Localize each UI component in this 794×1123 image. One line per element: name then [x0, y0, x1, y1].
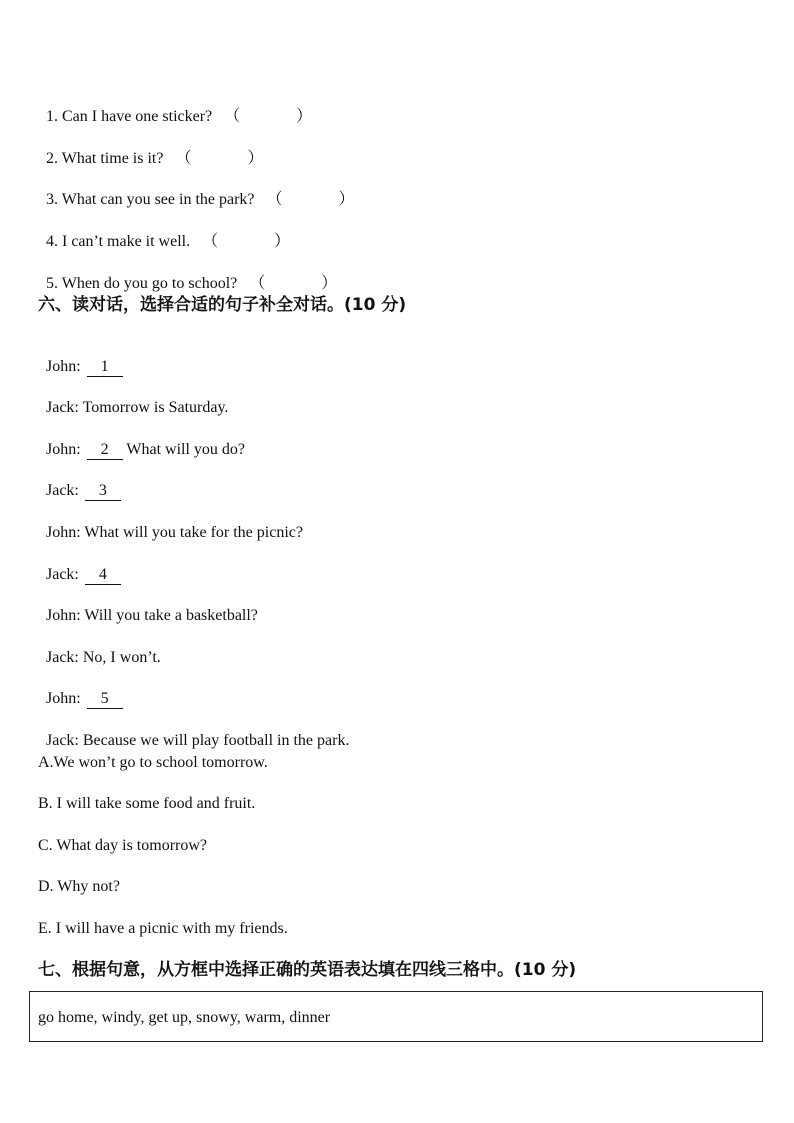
- speaker: John:: [46, 690, 81, 707]
- question-4: [38, 212, 290, 252]
- question-text: 3. What can you see in the park?: [46, 191, 255, 208]
- dialogue-text: Tomorrow is Saturday.: [82, 399, 229, 416]
- answer-parentheses: （ ）: [202, 233, 291, 250]
- dialogue-line-10: [38, 711, 349, 751]
- word-box-text: go home, windy, get up, snowy, warm, dinner: [38, 1009, 331, 1026]
- question-text: 5. When do you go to school?: [46, 275, 238, 292]
- speaker: Jack:: [46, 399, 79, 416]
- word-box: [29, 991, 763, 1042]
- speaker: John:: [46, 524, 81, 541]
- question-2: [38, 129, 264, 169]
- answer-parentheses: （ ）: [224, 108, 313, 125]
- question-3: [38, 170, 355, 210]
- speaker: John:: [46, 441, 81, 458]
- answer-parentheses: （ ）: [249, 275, 338, 292]
- speaker: Jack:: [46, 566, 79, 583]
- speaker: Jack:: [46, 649, 79, 666]
- speaker: John:: [46, 607, 81, 624]
- fill-blank[interactable]: 1: [87, 358, 123, 377]
- speaker: John:: [46, 358, 81, 375]
- dialogue-line-9: [38, 669, 123, 709]
- speaker: Jack:: [46, 732, 79, 749]
- fill-blank[interactable]: 5: [87, 690, 123, 709]
- question-text: 1. Can I have one sticker?: [46, 108, 213, 125]
- option-c: C. What day is tomorrow?: [38, 837, 208, 854]
- question-text: 4. I can’t make it well.: [46, 233, 191, 250]
- section-6-heading: 六、读对话，选择合适的句子补全对话。(10 分): [38, 295, 407, 315]
- fill-blank[interactable]: 3: [85, 482, 121, 501]
- dialogue-text: Will you take a basketball?: [84, 607, 258, 624]
- dialogue-text: What will you take for the picnic?: [84, 524, 303, 541]
- dialogue-line-8: [38, 628, 161, 668]
- option-a: A.We won’t go to school tomorrow.: [38, 754, 268, 771]
- question-text: 2. What time is it?: [46, 150, 164, 167]
- option-e: E. I will have a picnic with my friends.: [38, 920, 288, 937]
- dialogue-line-7: [38, 586, 258, 626]
- dialogue-line-6: [38, 545, 121, 585]
- section-7-heading: 七、根据句意，从方框中选择正确的英语表达填在四线三格中。(10 分): [38, 960, 577, 980]
- option-d: D. Why not?: [38, 878, 120, 895]
- question-1: [38, 87, 312, 127]
- dialogue-line-5: [38, 503, 303, 543]
- dialogue-line-3: [38, 420, 245, 460]
- dialogue-text: No, I won’t.: [82, 649, 161, 666]
- answer-parentheses: （ ）: [266, 191, 355, 208]
- dialogue-line-2: [38, 378, 228, 418]
- dialogue-text: What will you do?: [126, 441, 246, 458]
- dialogue-line-4: [38, 461, 121, 501]
- fill-blank[interactable]: 2: [87, 441, 123, 460]
- question-5: [38, 254, 337, 294]
- dialogue-line-1: [38, 337, 123, 377]
- dialogue-text: Because we will play football in the park.: [82, 732, 350, 749]
- option-b: B. I will take some food and fruit.: [38, 795, 256, 812]
- speaker: Jack:: [46, 482, 79, 499]
- answer-parentheses: （ ）: [175, 150, 264, 167]
- fill-blank[interactable]: 4: [85, 566, 121, 585]
